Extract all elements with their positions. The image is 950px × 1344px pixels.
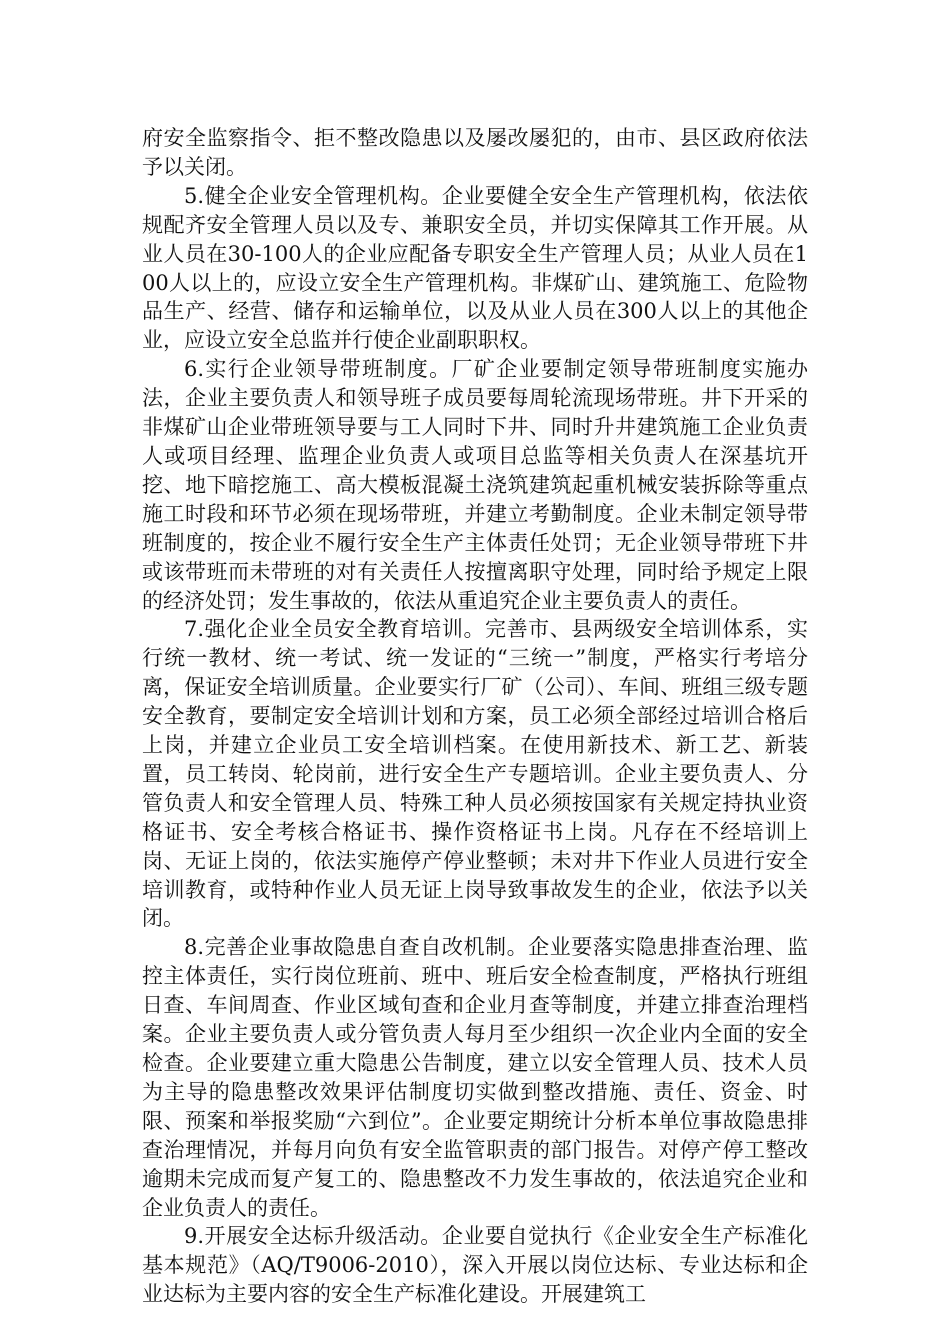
paragraph-item-9: 9.开展安全达标升级活动。企业要自觉执行《企业安全生产标准化基本规范》（AQ/T9006-2010），深入开展以岗位达标、专业达标和企业达标为主要内容的安全生产标准化建设。开展建筑工 [142,1224,808,1307]
paragraph-item-6: 6.实行企业领导带班制度。厂矿企业要制定领导带班制度实施办法，企业主要负责人和领导班子成员要每周轮流现场带班。井下开采的非煤矿山企业带班领导要与工人同时下井、同时升井建筑施工企业负责人或项目经理、监理企业负责人或项目总监等相关负责人在深基坑开挖、地下暗挖施工、高大模板混凝土浇筑建筑起重机械安装拆除等重点施工时段和环节必须在现场带班，并建立考勤制度。企业未制定领导带班制度的，按企业不履行安全生产主体责任处罚；无企业领导带班下井或该带班而未带班的对有关责任人按擅离职守处理，同时给予规定上限的经济处罚；发生事故的，依法从重追究企业主要负责人的责任。 [142,357,808,613]
paragraph-continuation: 府安全监察指令、拒不整改隐患以及屡改屡犯的，由市、县区政府依法予以关闭。 [142,126,808,179]
paragraph-item-8: 8.完善企业事故隐患自查自改机制。企业要落实隐患排查治理、监控主体责任，实行岗位班前、班中、班后安全检查制度，严格执行班组日查、车间周查、作业区域旬查和企业月查等制度，并建立排查治理档案。企业主要负责人或分管负责人每月至少组织一次企业内全面的安全检查。企业要建立重大隐患公告制度，建立以安全管理人员、技术人员为主导的隐患整改效果评估制度切实做到整改措施、责任、资金、时限、预案和举报奖励“六到位”。企业要定期统计分析本单位事故隐患排查治理情况，并每月向负有安全监管职责的部门报告。对停产停工整改逾期未完成而复产复工的、隐患整改不力发生事故的，依法追究企业和企业负责人的责任。 [142,935,808,1220]
document-body [142,124,808,1309]
paragraph-item-5: 5.健全企业安全管理机构。企业要健全安全生产管理机构，依法依规配齐安全管理人员以及专、兼职安全员，并切实保障其工作开展。从业人员在30-100人的企业应配备专职安全生产管理人员；从业人员在100人以上的，应设立安全生产管理机构。非煤矿山、建筑施工、危险物品生产、经营、储存和运输单位，以及从业人员在300人以上的其他企业，应设立安全总监并行使企业副职职权。 [142,183,808,353]
paragraph-item-7: 7.强化企业全员安全教育培训。完善市、县两级安全培训体系，实行统一教材、统一考试、统一发证的“三统一”制度，严格实行考培分离，保证安全培训质量。企业要实行厂矿（公司）、车间、班组三级专题安全教育，要制定安全培训计划和方案，员工必须全部经过培训合格后上岗，并建立企业员工安全培训档案。在使用新技术、新工艺、新装置，员工转岗、轮岗前，进行安全生产专题培训。企业主要负责人、分管负责人和安全管理人员、特殊工种人员必须按国家有关规定持执业资格证书、安全考核合格证书、操作资格证书上岗。凡存在不经培训上岗、无证上岗的，依法实施停产停业整顿；未对井下作业人员进行安全培训教育，或特种作业人员无证上岗导致事故发生的企业，依法予以关闭。 [142,617,808,931]
